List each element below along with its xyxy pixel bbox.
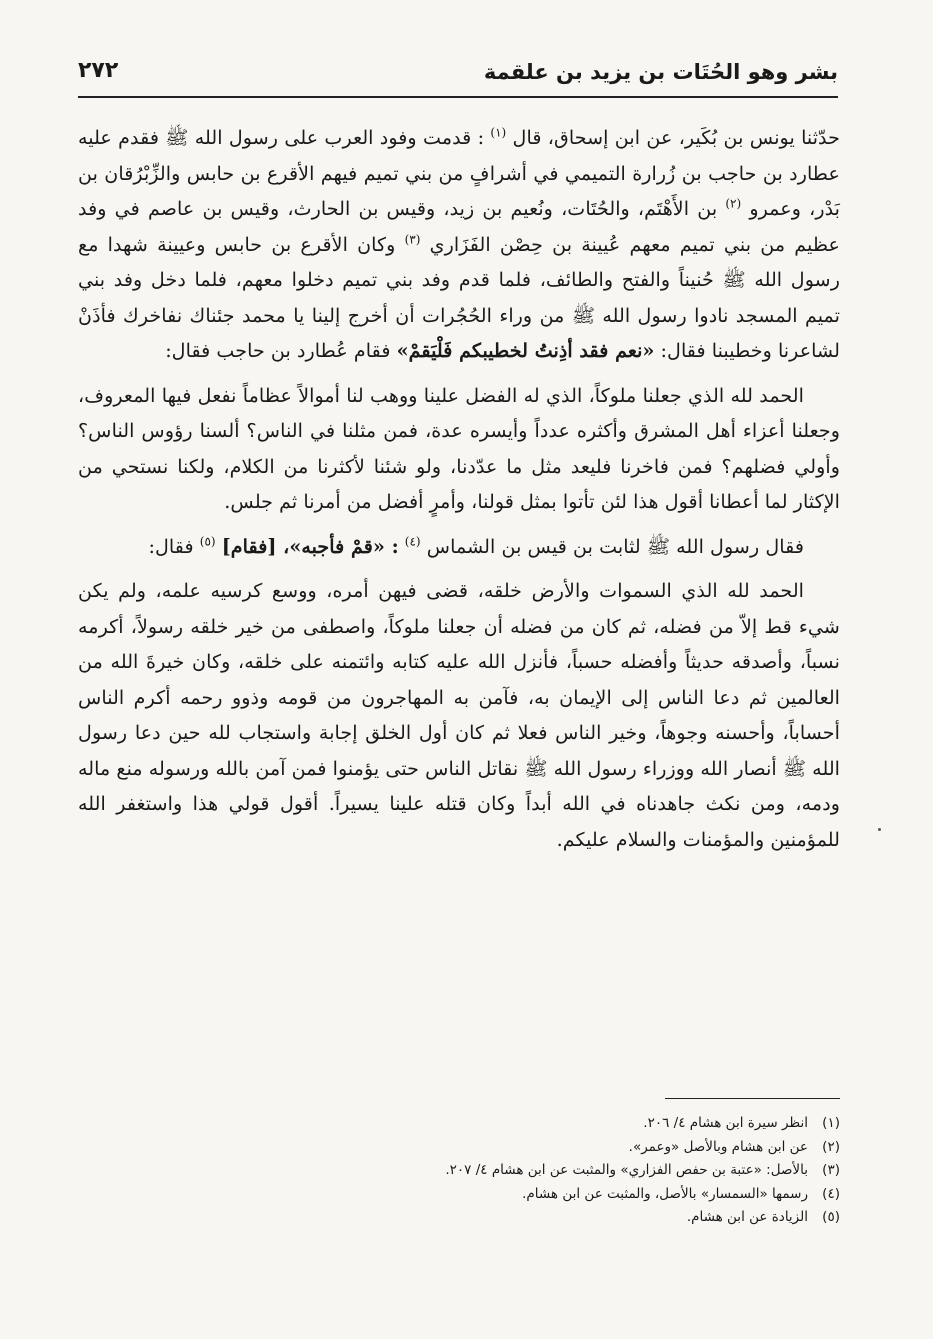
footnote-number: (٢) xyxy=(822,1138,840,1155)
footnote-item xyxy=(190,1159,840,1183)
footnotes-list xyxy=(190,1112,840,1230)
paragraph-speech-utarid: الحمد لله الذي جعلنا ملوكاً، الذي له الفضل علينا ووهب لنا أموالاً عظاماً نفعل فيها المعروف، وجعلنا أعزاء أهل المشرق وأكثره عدداً وأيسره عدة، فمن مثلنا في الناس؟ ألسنا رؤوس الناس؟ وأولي فضلهم؟ فمن فاخرنا فليعد مثل ما عدّدنا، ولو شئنا لأكثرنا من الكلام، ولكنا نستحي من الإكثار لما أعطانا أقول هذا لئن تأتوا بمثل قولنا، وأمرٍ أفضل من أمرنا ثم جلس. xyxy=(78,383,840,513)
footnote-item xyxy=(190,1136,840,1160)
page-header xyxy=(78,58,838,98)
page-number: ٢٧٢ xyxy=(78,58,119,83)
paragraph-speech-thabit: الحمد لله الذي السموات والأرض خلقه، قضى فيهن أمره، ووسع كرسيه علمه، ولم يكن شيء قط إلاّ من فضله، ثم كان من فضله أن جعلنا ملوكاً، واصطفى من خير خلقه رسولاً، أكرمه نسباً، وأصدقه حديثاً وأفضله حسباً، فأنزل الله عليه كتابه وائتمنه على خلقه، وكان خيرةَ الله من العالمين ثم دعا الناس إلى الإيمان به، فآمن به المهاجرون من قومه وذوو رحمه أكرم الناس أحساباً، وأحسنه وجوهاً، وخير الناس فعلا ثم كان أول الخلق إجابة واستجاب لله حين دعا رسول الله ﷺ أنصار الله ووزراء رسول الله ﷺ نقاتل الناس حتى يؤمنوا فمن آمن بالله ورسوله منع ماله ودمه، ومن نكث جاهدناه في الله أبداً وكان قتله علينا يسيراً. أقول قولي هذا واستغفر الله للمؤمنين والمؤمنات والسلام عليكم. xyxy=(78,579,840,851)
running-head: بشر وهو الحُتَات بن يزيد بن علقمة xyxy=(483,60,838,84)
text-segment: وكان الأقرع بن حابس وعيينة شهدا مع رسول الله ﷺ حُنيناً والفتح والطائف، فلما قدم وفد بني تميم دخلوا معهم، فلما دخل وفد بني تميم المسجد نادوا رسول الله ﷺ من وراء الحُجُرات أن أخرج إلينا يا محمد جئناك نفاخرك فأذَنْ لشاعرنا وخطيبنا فقال: xyxy=(78,232,840,362)
main-text xyxy=(78,120,840,866)
scan-speck xyxy=(878,828,881,831)
footnote-text: انظر سيرة ابن هشام ٤/ ٢٠٦. xyxy=(643,1115,808,1131)
footnote-ref: (٣) xyxy=(404,232,421,247)
prophet-quote: : «قمْ فأجبه»، [فقام] xyxy=(221,534,399,558)
text-segment: فقام عُطارد بن حاجب فقال: xyxy=(165,339,391,362)
prophet-quote: «نعم فقد أذِنتُ لخطيبكم فَلْيَقمْ» xyxy=(396,339,655,362)
text-segment: فقال: xyxy=(148,534,194,558)
footnote-divider xyxy=(665,1098,840,1099)
text-segment: بن الأَهْتَم، والحُتَات، ونُعيم بن زيد، وقيس بن الحارث، وقيس بن عاصم في وفد عظيم من بني تميم معهم عُيينة بن حِصْن الفَزَاري xyxy=(78,197,841,256)
paragraph-narration xyxy=(78,120,840,369)
footnote-number: (٣) xyxy=(822,1162,840,1178)
footnote-number: (٤) xyxy=(822,1185,840,1202)
footnote-ref: (١) xyxy=(490,125,507,140)
footnote-ref: (٢) xyxy=(725,196,742,211)
footnote-text: الزيادة عن ابن هشام. xyxy=(686,1209,808,1225)
footnote-item xyxy=(190,1112,840,1136)
footnote-number: (٥) xyxy=(822,1209,840,1225)
footnote-text: عن ابن هشام وبالأصل «وعمر». xyxy=(628,1138,808,1155)
footnote-text: رسمها «السمسار» بالأصل، والمثبت عن ابن هشام. xyxy=(522,1185,808,1202)
footnote-ref: (٥) xyxy=(199,534,216,549)
footnote-ref: (٤) xyxy=(404,534,421,549)
paragraph-response xyxy=(78,529,840,565)
text-segment: حدّثنا يونس بن بُكَير، عن ابن إسحاق، قال xyxy=(512,126,840,149)
footnote-text: بالأصل: «عتبة بن حفص الفزاري» والمثبت عن ابن هشام ٤/ ٢٠٧. xyxy=(445,1162,808,1178)
text-segment: فقال رسول الله ﷺ لثابت بن قيس بن الشماس xyxy=(426,534,804,558)
footnote-number: (١) xyxy=(822,1115,840,1131)
footnote-item xyxy=(190,1206,840,1230)
text-segment: : قدمت وفود العرب على رسول الله ﷺ فقدم عليه عطارد بن حاجب بن زُرارة التميمي في أشرافٍ من بني تميم فيهم الأقرع بن حابس والزِّبْرُقان بن بَدْر، وعمرو xyxy=(78,126,841,220)
footnote-item xyxy=(190,1183,840,1207)
